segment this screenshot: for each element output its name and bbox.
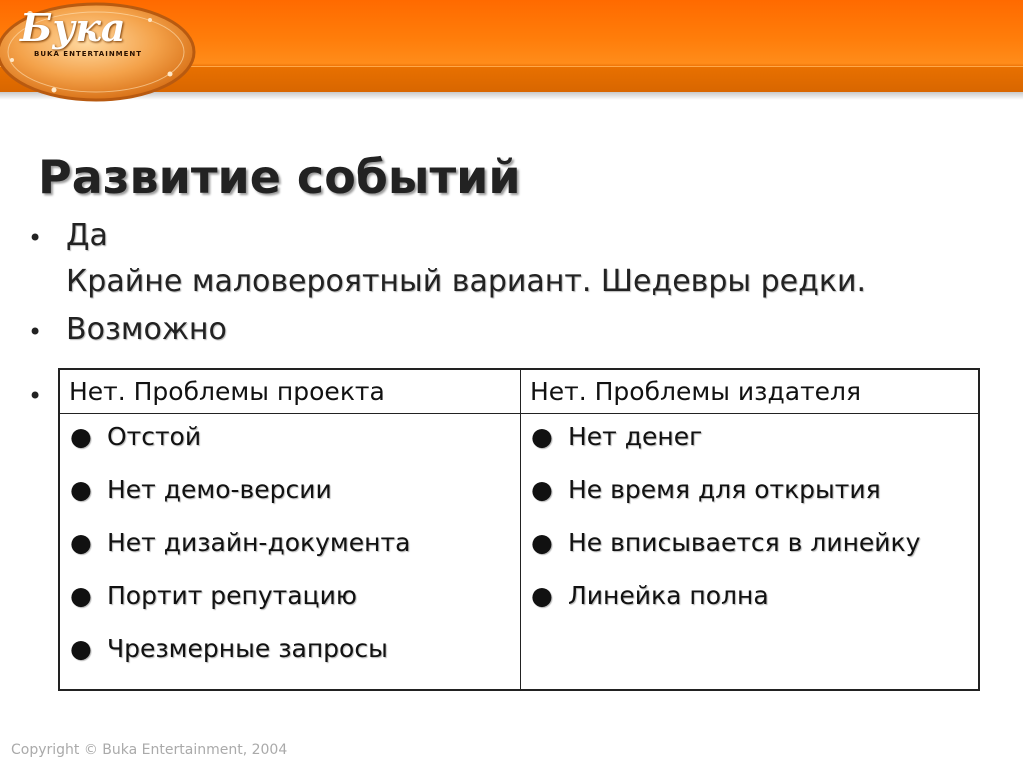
problems-table <box>58 368 980 691</box>
project-problems-column <box>60 370 521 689</box>
bullet-dot: ● <box>531 528 553 557</box>
buka-logo <box>0 0 220 110</box>
bullet-dot: ● <box>531 581 553 610</box>
bullet-yes-detail: Крайне маловероятный вариант. Шедевры редки. <box>66 264 866 299</box>
list-item-text: Нет денег <box>568 422 703 451</box>
bullet-maybe: Возможно <box>66 312 227 347</box>
publisher-problems-column <box>521 370 978 689</box>
list-item-text: Не время для открытия <box>568 475 881 504</box>
logo-wordmark: Бука <box>20 5 126 50</box>
project-problems-header: Нет. Проблемы проекта <box>60 370 520 414</box>
bullet-dot: ● <box>70 634 92 663</box>
list-item-text: Отстой <box>107 422 202 451</box>
page-title: Развитие событий <box>38 150 521 204</box>
bullet-dot: • <box>28 318 43 346</box>
copyright-footer: Copyright © Buka Entertainment, 2004 <box>11 742 288 758</box>
list-item-text: Чрезмерные запросы <box>107 634 388 663</box>
bullet-dot: ● <box>531 475 553 504</box>
list-item-text: Портит репутацию <box>107 581 357 610</box>
logo-subtitle: BUKA ENTERTAINMENT <box>34 50 143 58</box>
publisher-problems-header: Нет. Проблемы издателя <box>521 370 978 414</box>
list-item-text: Линейка полна <box>568 581 769 610</box>
bullet-dot: ● <box>70 475 92 504</box>
bullet-dot: ● <box>531 422 553 451</box>
list-item-text: Не вписывается в линейку <box>568 528 921 557</box>
list-item-text: Нет демо-версии <box>107 475 332 504</box>
bullet-dot: ● <box>70 581 92 610</box>
list-item-text: Нет дизайн-документа <box>107 528 411 557</box>
bullet-dot: ● <box>70 528 92 557</box>
bullet-dot: ● <box>70 422 92 451</box>
bullet-dot: • <box>28 224 43 252</box>
bullet-dot: • <box>28 382 43 410</box>
bullet-yes: Да <box>66 218 108 253</box>
